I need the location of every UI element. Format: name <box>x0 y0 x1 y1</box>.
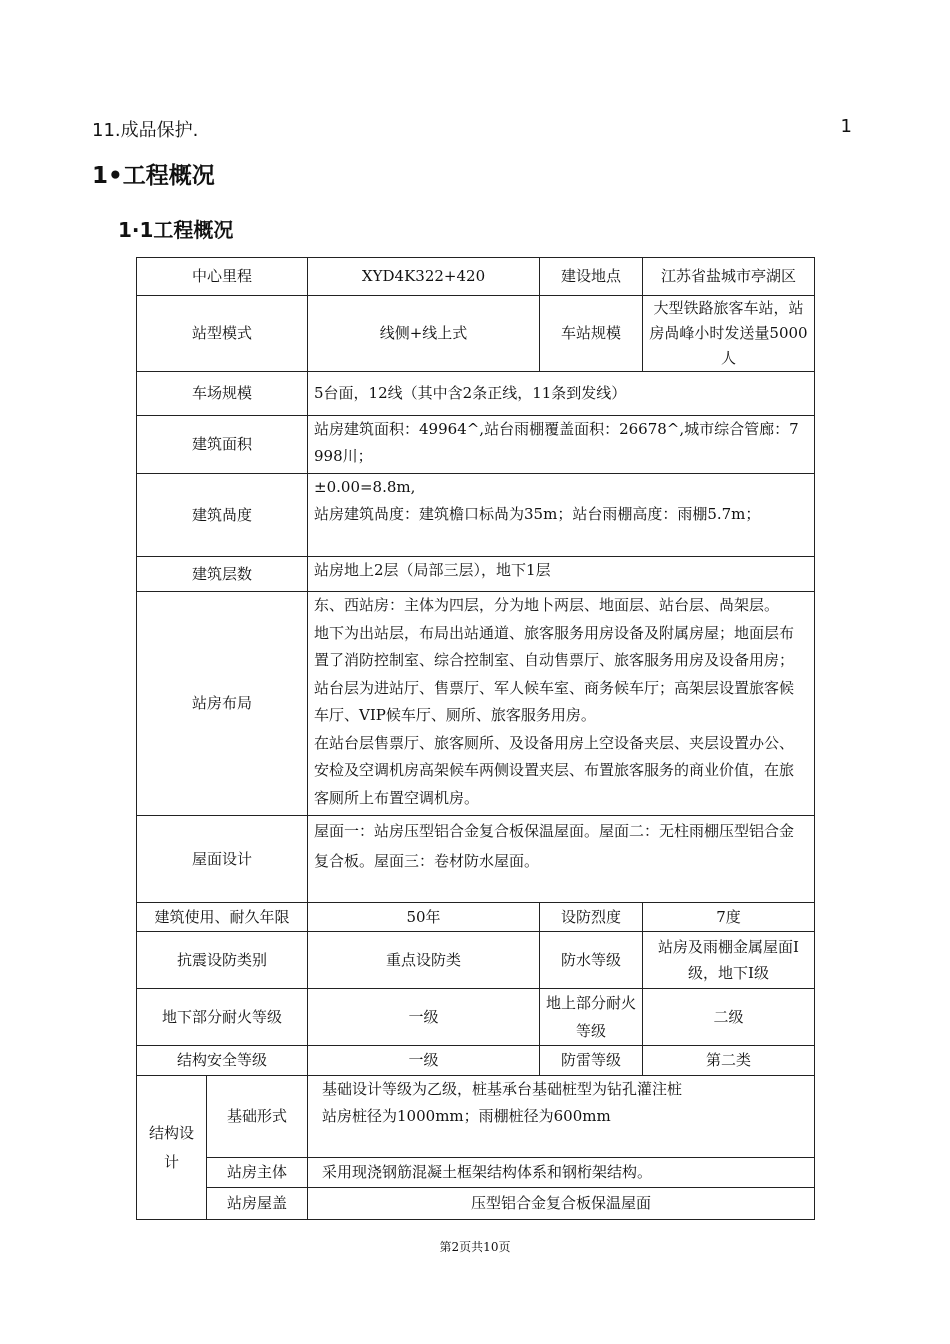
cell-label: 建设地点 <box>540 258 643 296</box>
table-row <box>137 474 815 557</box>
table-row <box>137 557 815 592</box>
cell-value: 江苏省盐城市亭湖区 <box>643 258 815 296</box>
table-row <box>137 296 815 372</box>
cell-label: 建筑咼度 <box>137 474 308 557</box>
table-row <box>137 1076 815 1158</box>
table-row <box>137 592 815 816</box>
cell-value: 一级 <box>308 989 540 1046</box>
cell-label: 屋面设计 <box>137 816 308 903</box>
cell-label: 站房屋盖 <box>207 1188 308 1220</box>
project-overview-table <box>136 257 815 1220</box>
cell-label: 站房布局 <box>137 592 308 816</box>
toc-page-number: 1 <box>840 116 852 137</box>
cell-value: 压型铝合金复合板保温屋面 <box>308 1188 815 1220</box>
cell-value: 大型铁路旅客车站，站房咼峰小时发送量5000人 <box>643 296 815 372</box>
table-row <box>137 1158 815 1188</box>
cell-label: 中心里程 <box>137 258 308 296</box>
cell-label: 防雷等级 <box>540 1046 643 1076</box>
cell-value: 线侧+线上式 <box>308 296 540 372</box>
cell-value: XYD4K322+420 <box>308 258 540 296</box>
toc-entry-text: 11.成品保护. <box>92 120 199 141</box>
cell-value: 50年 <box>308 903 540 932</box>
cell-label: 设防烈度 <box>540 903 643 932</box>
cell-value: 站房及雨棚金属屋面Ⅰ级，地下Ⅰ级 <box>643 932 815 989</box>
table-row <box>137 932 815 989</box>
table-row <box>137 816 815 903</box>
cell-label: 地上部分耐火等级 <box>540 989 643 1046</box>
cell-label: 建筑层数 <box>137 557 308 592</box>
cell-label: 抗震设防类别 <box>137 932 308 989</box>
table-row <box>137 989 815 1046</box>
cell-label: 车站规模 <box>540 296 643 372</box>
cell-label: 地下部分耐火等级 <box>137 989 308 1046</box>
cell-value: 站房建筑面积：49964^,站台雨棚覆盖面积：26678^,城市综合管廊：7998川； <box>308 416 815 474</box>
cell-value: 重点设防类 <box>308 932 540 989</box>
toc-line <box>92 116 852 142</box>
cell-value: ±0.00=8.8m, 站房建筑咼度：建筑檐口标咼为35m；站台雨棚高度：雨棚5.7m； <box>308 474 815 557</box>
table-row <box>137 258 815 296</box>
cell-value: 5台面，12线（其中含2条正线，11条到发线） <box>308 372 815 416</box>
cell-value: 东、西站房：主体为四层，分为地卜两层、地面层、站台层、咼架层。 地下为出站层，布局出站通道、旅客服务用房设备及附属房屋；地面层布置了消防控制室、综合控制室、自动售票厅、旅客服务用房及设备用房；站台层为进站厅、售票厅、军人候车室、商务候车厅；高架层设置旅客候车厅、VIP候车厅、厕所、旅客服务用房。 在站台层售票厅、旅客厕所、及设备用房上空设备夹层、夹层设置办公、安检及空调机房高架候车两侧设置夹层、布置旅客服务的商业价值，在旅客厕所上布置空调机房。 <box>308 592 815 816</box>
table-row <box>137 1046 815 1076</box>
table-row <box>137 416 815 474</box>
subsection-heading: 1·1工程概况 <box>118 218 234 242</box>
cell-label: 站房主体 <box>207 1158 308 1188</box>
cell-value: 屋面一：站房压型铝合金复合板保温屋面。屋面二：无柱雨棚压型铝合金复合板。屋面三：卷材防水屋面。 <box>308 816 815 903</box>
table-row <box>137 372 815 416</box>
cell-label: 防水等级 <box>540 932 643 989</box>
cell-value: 站房地上2层（局部三层），地下1层 <box>308 557 815 592</box>
cell-label: 站型模式 <box>137 296 308 372</box>
cell-value: 采用现浇钢筋混凝土框架结构体系和钢桁架结构。 <box>308 1158 815 1188</box>
cell-label: 建筑使用、耐久年限 <box>137 903 308 932</box>
cell-label: 结构设计 <box>137 1076 207 1220</box>
page-footer: 第2页共10页 <box>439 1240 511 1254</box>
table-row <box>137 1188 815 1220</box>
cell-value: 第二类 <box>643 1046 815 1076</box>
cell-label: 结构安全等级 <box>137 1046 308 1076</box>
cell-value: 二级 <box>643 989 815 1046</box>
table-row <box>137 903 815 932</box>
cell-value: 基础设计等级为乙级，桩基承台基础桩型为钻孔灌注桩 站房桩径为1000mm；雨棚桩径为600mm <box>308 1076 815 1158</box>
cell-value: 一级 <box>308 1046 540 1076</box>
cell-value: 7度 <box>643 903 815 932</box>
cell-label: 基础形式 <box>207 1076 308 1158</box>
cell-label: 车场规模 <box>137 372 308 416</box>
section-heading: 1•工程概况 <box>92 163 215 189</box>
cell-label: 建筑面积 <box>137 416 308 474</box>
